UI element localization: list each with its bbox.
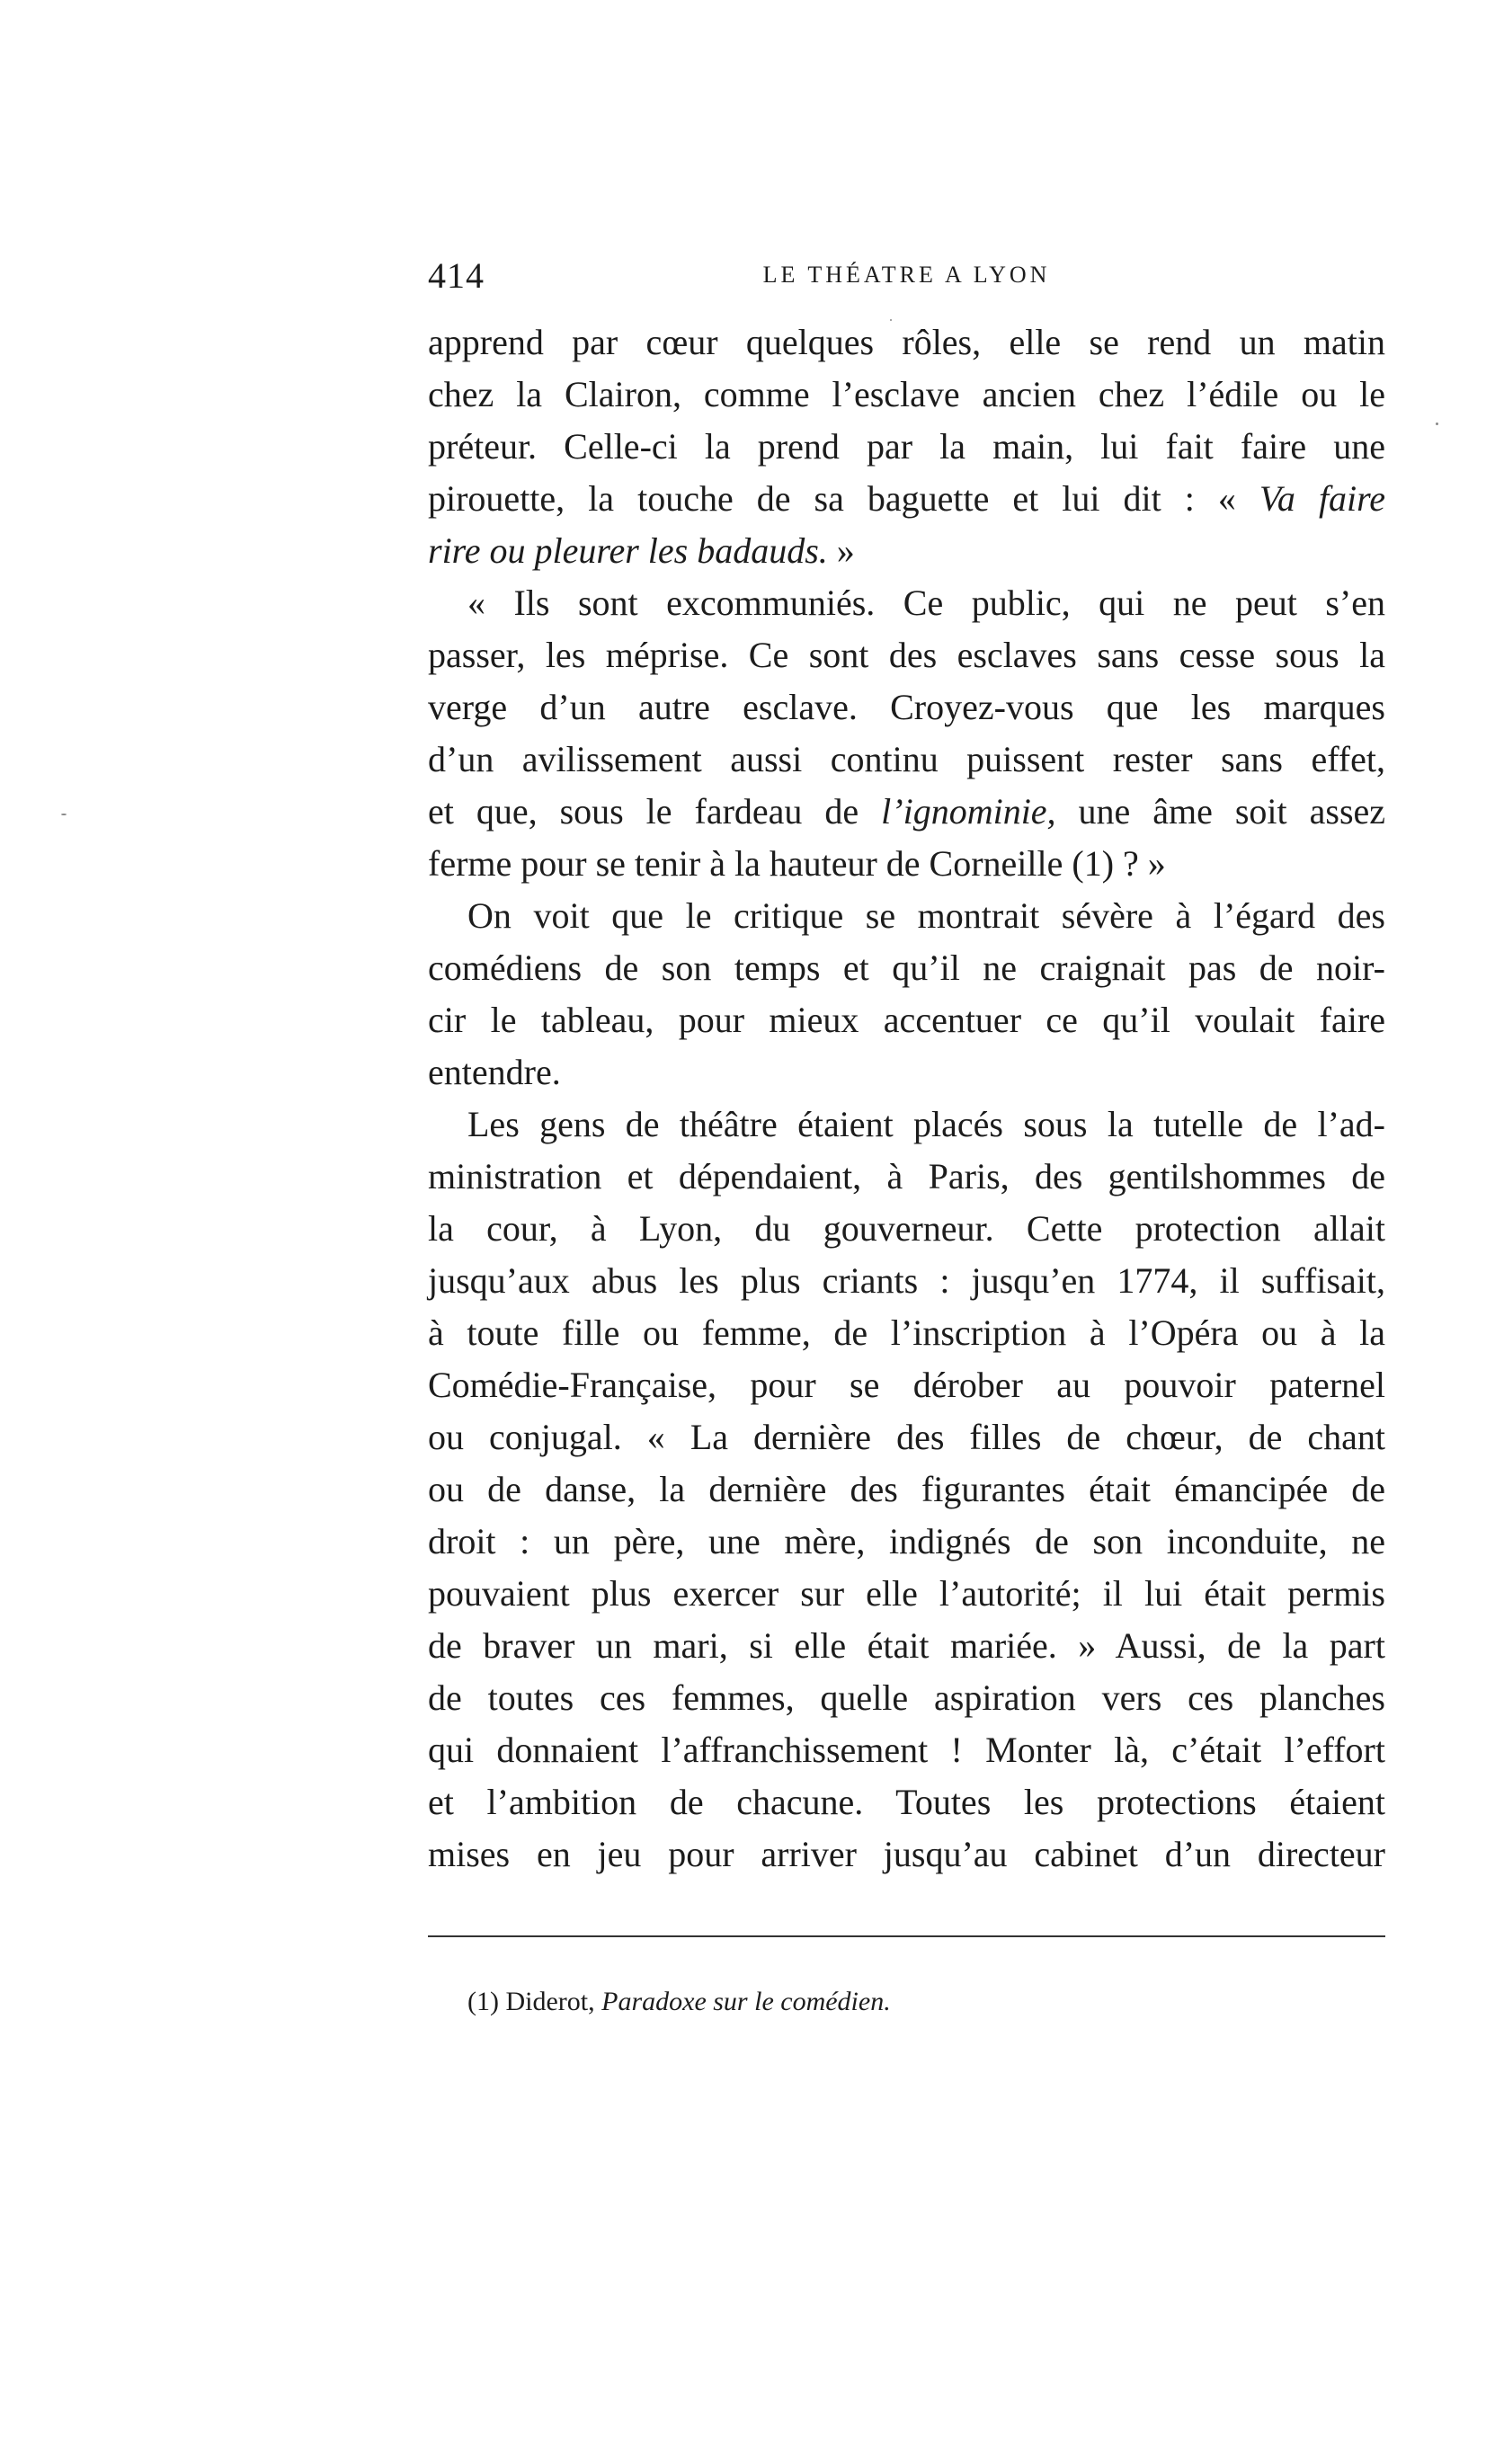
footnote (467, 1984, 1366, 2020)
closing-quote: » (836, 530, 855, 571)
text-line: pouvaient plus exercer sur elle l’autorité; il lui était permis (428, 1573, 1385, 1614)
page-number: 414 (428, 255, 485, 296)
text-line: verge d’un autre esclave. Croyez-vous que les marques (428, 687, 1385, 727)
footnote-title: Paradoxe sur le comédien. (601, 1987, 891, 2016)
text-line: et l’ambition de chacune. Toutes les protections étaient (428, 1782, 1385, 1822)
paper-speck (890, 319, 892, 321)
text-line: « Ils sont excommuniés. Ce public, qui ne peut s’en (467, 583, 1385, 623)
paper-speck (1436, 423, 1438, 425)
text-line: Comédie-Française, pour se dérober au pouvoir paternel (428, 1365, 1385, 1405)
italic-quote: rire ou pleurer les badauds. (428, 530, 828, 571)
text-line: mises en jeu pour arriver jusqu’au cabinet d’un directeur (428, 1834, 1385, 1874)
text-line: ou de danse, la dernière des figurantes était émancipée de (428, 1469, 1385, 1509)
page-header (428, 254, 1385, 308)
text-line: à toute fille ou femme, de l’inscription à l’Opéra ou à la (428, 1312, 1385, 1353)
italic-word: l’ignominie, (881, 791, 1056, 832)
text-line: On voit que le critique se montrait sévère à l’égard des (467, 895, 1385, 936)
text-line: la cour, à Lyon, du gouverneur. Cette protection allait (428, 1208, 1385, 1249)
text-line: comédiens de son temps et qu’il ne craignait pas de noir- (428, 947, 1385, 988)
text-line: passer, les méprise. Ce sont des esclaves sans cesse sous la (428, 635, 1385, 675)
text-line: apprend par cœur quelques rôles, elle se rend un matin (428, 322, 1385, 362)
running-title: LE THÉATRE A LYON (762, 262, 1051, 288)
footnote-divider (428, 1935, 1385, 1937)
text-line: qui donnaient l’affranchissement ! Monter là, c’était l’effort (428, 1730, 1385, 1770)
text-line: droit : un père, une mère, indignés de son inconduite, ne (428, 1521, 1385, 1561)
text-line (428, 525, 1385, 577)
body-text (428, 316, 1385, 1881)
text-line-part: une âme soit assez (1078, 791, 1386, 832)
text-line: préteur. Celle-ci la prend par la main, lui fait faire une (428, 426, 1385, 467)
text-line: d’un avilissement aussi continu puissent rester sans effet, (428, 739, 1385, 779)
italic-quote: Va faire (1259, 478, 1386, 519)
text-line: cir le tableau, pour mieux accentuer ce qu’il voulait faire (428, 1000, 1385, 1040)
text-line: ou conjugal. « La dernière des filles de chœur, de chant (428, 1417, 1385, 1457)
text-line: ferme pour se tenir à la hauteur de Corneille (1) ? » (428, 843, 1166, 884)
text-line: entendre. (428, 1052, 561, 1092)
paper-speck (61, 814, 67, 815)
text-line: de toutes ces femmes, quelle aspiration vers ces planches (428, 1677, 1385, 1718)
text-line: Les gens de théâtre étaient placés sous la tutelle de l’ad- (467, 1104, 1385, 1144)
text-line-part: pirouette, la touche de sa baguette et lui dit : « (428, 478, 1236, 519)
text-line (428, 473, 1385, 525)
text-line: chez la Clairon, comme l’esclave ancien chez l’édile ou le (428, 374, 1385, 414)
text-line-part: et que, sous le fardeau de (428, 791, 859, 832)
footnote-marker: (1) Diderot, (467, 1987, 595, 2016)
text-line: ministration et dépendaient, à Paris, des gentilshommes de (428, 1156, 1385, 1196)
text-line (428, 786, 1385, 838)
text-line: de braver un mari, si elle était mariée. » Aussi, de la part (428, 1625, 1385, 1666)
text-line: jusqu’aux abus les plus criants : jusqu’en 1774, il suffisait, (428, 1260, 1385, 1301)
